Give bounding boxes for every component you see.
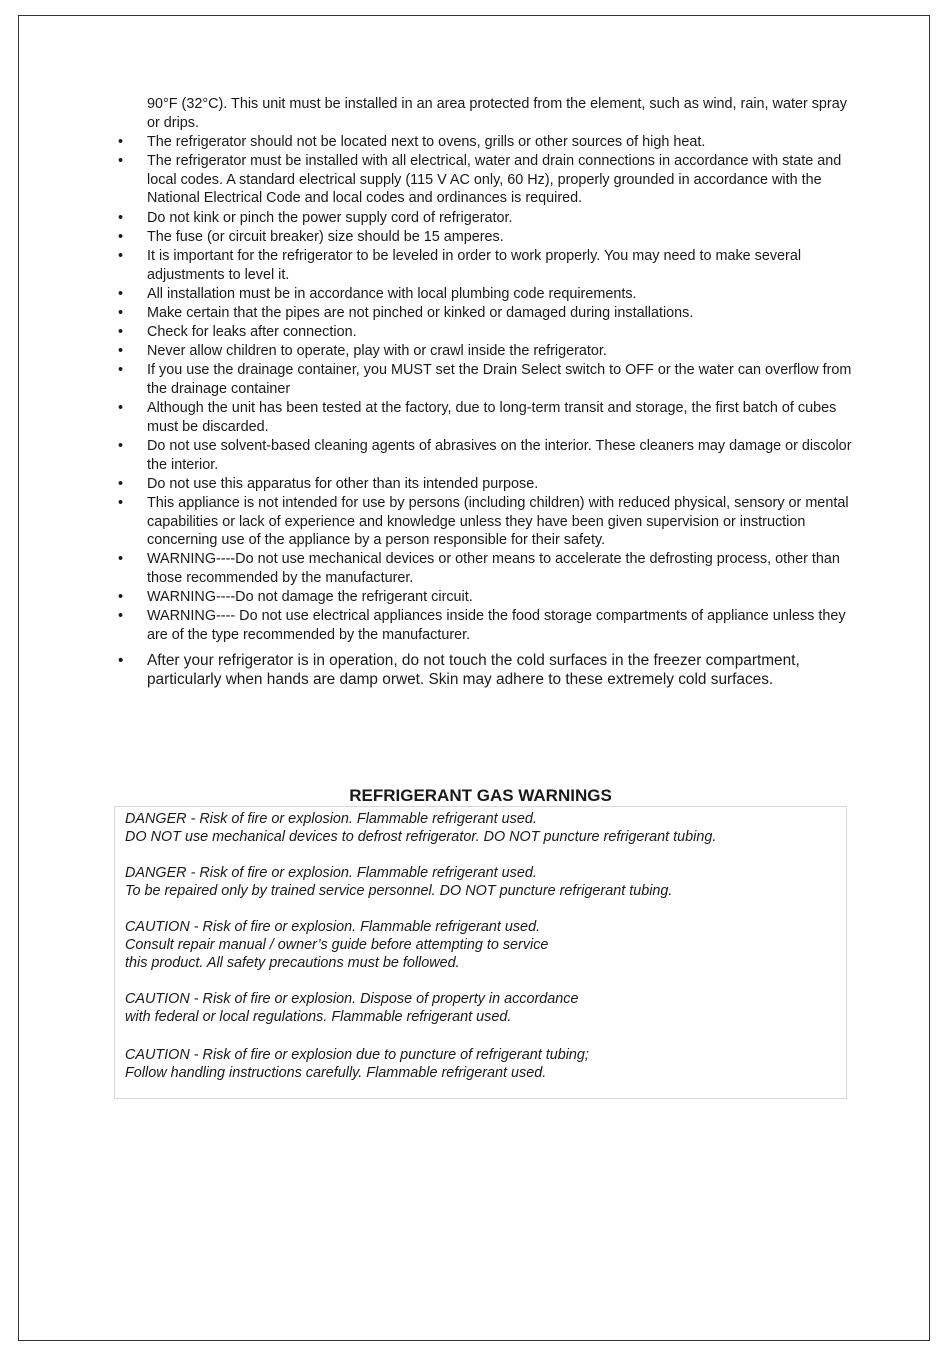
bullet-icon: •: [118, 343, 124, 360]
list-item: • It is important for the refrigerator to be leveled in order to work properly. You may need to make several adjustments to level it.: [118, 247, 802, 283]
list-item: • The refrigerator must be installed with all electrical, water and drain connections in accordance with state and local codes. A standard electrical supply (115 V AC only, 60 Hz), properly grounded in accordance with the National Electrical Code and local codes and ordinances is required.: [118, 153, 842, 207]
safety-bullet-list: [118, 133, 854, 689]
bullet-icon: •: [118, 209, 124, 226]
warning-block: CAUTION - Risk of fire or explosion. Dispose of property in accordance with federal or local regulations. Flammable refrigerant used.: [125, 991, 579, 1025]
bullet-icon: •: [118, 551, 124, 568]
bullet-icon: •: [118, 438, 124, 455]
bullet-icon: •: [118, 589, 124, 606]
list-item: • Do not kink or pinch the power supply cord of refrigerator.: [118, 209, 513, 226]
continued-paragraph: 90°F (32°C). This unit must be installed in an area protected from the element, such as wind, rain, water spray or drips.: [147, 96, 847, 131]
warning-block: DANGER - Risk of fire or explosion. Flammable refrigerant used. To be repaired only by trained service personnel. DO NOT puncture refrigerant tubing.: [125, 865, 673, 899]
bullet-icon: •: [118, 228, 124, 245]
list-item: • The fuse (or circuit breaker) size should be 15 amperes.: [118, 228, 504, 245]
list-item: • This appliance is not intended for use by persons (including children) with reduced physical, sensory or mental capabilities or lack of experience and knowledge unless they have been given supervision or instruction concerning use of the appliance by a person responsible for their safety.: [118, 495, 849, 549]
list-item: • Check for leaks after connection.: [118, 324, 357, 341]
bullet-icon: •: [118, 495, 124, 511]
bullet-icon: •: [118, 304, 124, 321]
bullet-icon: •: [118, 134, 124, 150]
section-title: REFRIGERANT GAS WARNINGS: [349, 786, 612, 805]
bullet-icon: •: [118, 651, 124, 669]
warning-block: CAUTION - Risk of fire or explosion. Flammable refrigerant used. Consult repair manual / owner’s guide before attempting to service this product. All safety precautions must be followed.: [125, 919, 549, 971]
bullet-icon: •: [118, 153, 124, 170]
bullet-icon: •: [118, 324, 124, 341]
bullet-icon: •: [118, 362, 124, 379]
list-item: • Although the unit has been tested at the factory, due to long-term transit and storage, the first batch of cubes must be discarded.: [118, 400, 837, 435]
list-item: • WARNING----Do not use mechanical devices or other means to accelerate the defrosting process, other than those recommended by the manufacturer.: [118, 551, 840, 586]
bullet-icon: •: [118, 285, 124, 302]
list-item: • Never allow children to operate, play with or crawl inside the refrigerator.: [118, 343, 607, 360]
list-item: • All installation must be in accordance with local plumbing code requirements.: [118, 285, 637, 302]
bullet-icon: •: [118, 247, 124, 264]
bullet-icon: •: [118, 608, 124, 625]
list-item: • The refrigerator should not be located next to ovens, grills or other sources of high heat.: [118, 134, 706, 150]
warning-block: DANGER - Risk of fire or explosion. Flammable refrigerant used. DO NOT use mechanical devices to defrost refrigerator. DO NOT puncture refrigerant tubing.: [125, 811, 717, 845]
bullet-icon: •: [118, 475, 124, 492]
list-item: • Do not use solvent-based cleaning agents of abrasives on the interior. These cleaners may damage or discolor the interior.: [118, 438, 852, 473]
list-item: • Make certain that the pipes are not pinched or kinked or damaged during installations.: [118, 304, 694, 321]
list-item: • If you use the drainage container, you MUST set the Drain Select switch to OFF or the water can overflow from the drainage container: [118, 362, 852, 398]
list-item: • After your refrigerator is in operation, do not touch the cold surfaces in the freezer compartment, particularly when hands are damp orwet. Skin may adhere to these extremely cold surfaces.: [118, 651, 800, 688]
list-item: • Do not use this apparatus for other than its intended purpose.: [118, 475, 539, 492]
list-item: • WARNING---- Do not use electrical appliances inside the food storage compartments of appliance unless they are of the type recommended by the manufacturer.: [118, 608, 846, 643]
refrigerant-warning-box: [114, 806, 847, 1099]
list-item: • WARNING----Do not damage the refrigerant circuit.: [118, 589, 473, 606]
bullet-icon: •: [118, 400, 124, 417]
warning-block: CAUTION - Risk of fire or explosion due to puncture of refrigerant tubing; Follow handling instructions carefully. Flammable refrigerant used.: [125, 1047, 589, 1081]
